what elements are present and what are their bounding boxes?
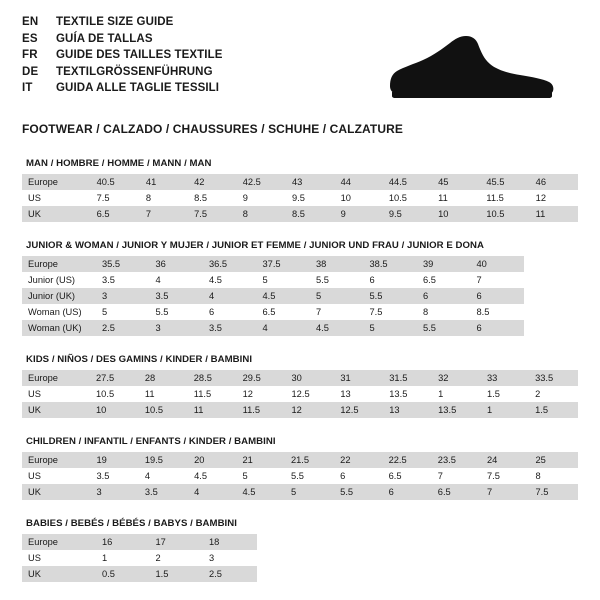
language-code: EN	[22, 16, 39, 28]
size-cell: 9	[237, 190, 286, 206]
size-table-group-man	[22, 158, 578, 222]
size-cell: 8	[140, 190, 188, 206]
size-cell: 36.5	[203, 256, 257, 272]
size-cell: 36	[150, 256, 204, 272]
row-label: Europe	[22, 174, 91, 190]
size-table-title: BABIES / BEBÉS / BÉBÉS / BABYS / BAMBINI	[26, 518, 237, 529]
size-cell: 39	[417, 256, 471, 272]
language-code: DE	[22, 65, 39, 78]
size-cell: 28	[139, 370, 188, 386]
row-label: UK	[22, 402, 90, 418]
size-cell: 3	[203, 550, 257, 566]
size-cell: 38.5	[364, 256, 418, 272]
row-label: UK	[22, 566, 96, 582]
row-label: Europe	[22, 256, 96, 272]
language-title: GUÍA DE TALLAS	[56, 32, 153, 45]
size-cell: 2.5	[96, 320, 150, 336]
size-cell: 7.5	[364, 304, 418, 320]
size-cell: 10	[432, 206, 480, 222]
row-label: US	[22, 468, 90, 484]
size-cell: 6.5	[432, 484, 481, 500]
size-cell: 2	[529, 386, 578, 402]
size-cell: 28.5	[188, 370, 237, 386]
footwear-section-title: FOOTWEAR / CALZADO / CHAUSSURES / SCHUHE / CALZATURE	[22, 122, 403, 136]
size-cell: 4	[203, 288, 257, 304]
size-cell: 1	[481, 402, 529, 418]
size-cell: 5.5	[150, 304, 204, 320]
size-cell: 5	[257, 272, 311, 288]
size-cell: 11.5	[188, 386, 237, 402]
size-cell: 10	[335, 190, 383, 206]
size-cell: 21	[237, 452, 285, 468]
size-cell: 5	[285, 484, 334, 500]
language-code: IT	[22, 82, 33, 94]
size-cell: 10.5	[383, 190, 432, 206]
size-cell: 13.5	[432, 402, 481, 418]
size-table	[22, 256, 524, 336]
size-cell: 6	[203, 304, 257, 320]
size-cell: 9	[335, 206, 383, 222]
size-cell: 9.5	[286, 190, 335, 206]
row-label: Junior (US)	[22, 272, 96, 288]
size-table-group-kids	[22, 354, 578, 418]
size-cell: 5.5	[285, 468, 334, 484]
size-cell: 7	[432, 468, 481, 484]
size-cell: 4.5	[203, 272, 257, 288]
size-cell: 5.5	[334, 484, 382, 500]
size-table-title: CHILDREN / INFANTIL / ENFANTS / KINDER / BAMBINI	[26, 436, 276, 447]
table-row	[22, 566, 257, 582]
size-cell: 8.5	[471, 304, 525, 320]
size-cell: 11	[139, 386, 188, 402]
size-cell: 3	[96, 288, 150, 304]
language-row	[22, 31, 223, 48]
size-cell: 4	[188, 484, 236, 500]
size-cell: 1	[96, 550, 150, 566]
size-cell: 17	[150, 534, 204, 550]
size-cell: 12.5	[334, 402, 383, 418]
row-label: Europe	[22, 452, 90, 468]
size-table	[22, 174, 578, 222]
size-cell: 7	[310, 304, 364, 320]
size-cell: 16	[96, 534, 150, 550]
language-code: FR	[22, 49, 38, 61]
size-cell: 40.5	[91, 174, 140, 190]
size-cell: 42.5	[237, 174, 286, 190]
table-row	[22, 174, 578, 190]
size-cell: 24	[481, 452, 529, 468]
size-cell: 6	[417, 288, 471, 304]
size-cell: 0.5	[96, 566, 150, 582]
size-cell: 31.5	[383, 370, 432, 386]
size-cell: 6	[471, 320, 525, 336]
size-cell: 7.5	[188, 206, 237, 222]
row-label: US	[22, 190, 91, 206]
size-cell: 42	[188, 174, 237, 190]
size-cell: 33.5	[529, 370, 578, 386]
table-row	[22, 452, 578, 468]
size-cell: 11.5	[237, 402, 286, 418]
size-cell: 32	[432, 370, 481, 386]
table-row	[22, 190, 578, 206]
size-cell: 7	[471, 272, 525, 288]
size-cell: 10.5	[139, 402, 188, 418]
size-cell: 31	[334, 370, 383, 386]
size-cell: 11	[432, 190, 480, 206]
row-label: Woman (UK)	[22, 320, 96, 336]
size-cell: 20	[188, 452, 236, 468]
row-label: UK	[22, 206, 91, 222]
size-table-group-junior-woman	[22, 240, 578, 336]
size-cell: 11.5	[480, 190, 529, 206]
size-cell: 43	[286, 174, 335, 190]
size-cell: 2	[150, 550, 204, 566]
size-cell: 18	[203, 534, 257, 550]
size-cell: 5	[310, 288, 364, 304]
size-cell: 41	[140, 174, 188, 190]
size-cell: 19.5	[139, 452, 188, 468]
size-table	[22, 370, 578, 418]
size-cell: 1.5	[529, 402, 578, 418]
size-cell: 6.5	[383, 468, 432, 484]
size-cell: 1.5	[150, 566, 204, 582]
size-cell: 12	[286, 402, 335, 418]
size-cell: 2.5	[203, 566, 257, 582]
size-cell: 30	[286, 370, 335, 386]
size-cell: 7.5	[91, 190, 140, 206]
language-row	[22, 80, 223, 97]
size-cell: 4.5	[310, 320, 364, 336]
language-title: GUIDE DES TAILLES TEXTILE	[56, 49, 223, 61]
size-cell: 12	[530, 190, 578, 206]
size-cell: 9.5	[383, 206, 432, 222]
size-table-title: MAN / HOMBRE / HOMME / MANN / MAN	[26, 158, 212, 169]
row-label: US	[22, 386, 90, 402]
size-cell: 19	[90, 452, 138, 468]
language-title: GUIDA ALLE TAGLIE TESSILI	[56, 82, 220, 94]
table-row	[22, 370, 578, 386]
row-label: Junior (UK)	[22, 288, 96, 304]
dress-shoe-icon	[380, 30, 560, 105]
row-label: Woman (US)	[22, 304, 96, 320]
size-cell: 6.5	[417, 272, 471, 288]
size-cell: 25	[529, 452, 578, 468]
table-row	[22, 386, 578, 402]
size-cell: 10	[90, 402, 139, 418]
size-cell: 40	[471, 256, 525, 272]
size-cell: 4	[139, 468, 188, 484]
row-label: US	[22, 550, 96, 566]
size-cell: 4.5	[257, 288, 311, 304]
size-cell: 1.5	[481, 386, 529, 402]
size-cell: 8.5	[286, 206, 335, 222]
size-cell: 21.5	[285, 452, 334, 468]
size-cell: 7	[140, 206, 188, 222]
size-cell: 23.5	[432, 452, 481, 468]
table-row	[22, 288, 524, 304]
size-cell: 10.5	[480, 206, 529, 222]
table-row	[22, 206, 578, 222]
table-row	[22, 304, 524, 320]
table-row	[22, 402, 578, 418]
size-cell: 37.5	[257, 256, 311, 272]
size-cell: 5	[364, 320, 418, 336]
size-cell: 22	[334, 452, 382, 468]
language-title: TEXTILGRÖSSENFÜHRUNG	[56, 65, 213, 78]
size-cell: 6.5	[91, 206, 140, 222]
size-cell: 22.5	[383, 452, 432, 468]
size-cell: 3.5	[203, 320, 257, 336]
size-cell: 5.5	[364, 288, 418, 304]
size-cell: 8	[529, 468, 578, 484]
size-cell: 5	[96, 304, 150, 320]
language-row	[22, 14, 223, 31]
language-row	[22, 47, 223, 64]
size-cell: 11	[188, 402, 237, 418]
size-table-group-babies	[22, 518, 578, 582]
size-cell: 6	[383, 484, 432, 500]
size-cell: 5.5	[417, 320, 471, 336]
size-cell: 10.5	[90, 386, 139, 402]
size-cell: 3.5	[150, 288, 204, 304]
size-cell: 4	[257, 320, 311, 336]
size-cell: 3.5	[90, 468, 138, 484]
size-cell: 7.5	[481, 468, 529, 484]
size-cell: 13	[383, 402, 432, 418]
size-cell: 33	[481, 370, 529, 386]
size-cell: 45.5	[480, 174, 529, 190]
table-row	[22, 534, 257, 550]
size-table	[22, 534, 257, 582]
size-cell: 6	[364, 272, 418, 288]
row-label: UK	[22, 484, 90, 500]
table-row	[22, 320, 524, 336]
size-cell: 4	[150, 272, 204, 288]
size-cell: 3.5	[96, 272, 150, 288]
language-code: ES	[22, 32, 38, 45]
row-label: Europe	[22, 534, 96, 550]
size-cell: 3.5	[139, 484, 188, 500]
size-cell: 35.5	[96, 256, 150, 272]
language-title: TEXTILE SIZE GUIDE	[56, 16, 174, 28]
size-cell: 3	[90, 484, 138, 500]
page-header	[22, 14, 578, 105]
size-cell: 6	[471, 288, 525, 304]
size-tables-container	[22, 158, 578, 582]
language-title-list	[22, 14, 223, 97]
size-cell: 44.5	[383, 174, 432, 190]
size-cell: 4.5	[237, 484, 285, 500]
size-cell: 7	[481, 484, 529, 500]
size-cell: 4.5	[188, 468, 236, 484]
size-cell: 6.5	[257, 304, 311, 320]
size-cell: 12	[237, 386, 286, 402]
size-cell: 13.5	[383, 386, 432, 402]
size-cell: 11	[530, 206, 578, 222]
size-cell: 1	[432, 386, 481, 402]
table-row	[22, 484, 578, 500]
size-cell: 5	[237, 468, 285, 484]
table-row	[22, 468, 578, 484]
table-row	[22, 550, 257, 566]
size-cell: 8	[237, 206, 286, 222]
size-cell: 7.5	[529, 484, 578, 500]
size-cell: 8.5	[188, 190, 237, 206]
language-row	[22, 64, 223, 81]
table-row	[22, 256, 524, 272]
row-label: Europe	[22, 370, 90, 386]
size-cell: 5.5	[310, 272, 364, 288]
size-cell: 13	[334, 386, 383, 402]
size-table-group-children	[22, 436, 578, 500]
size-cell: 12.5	[286, 386, 335, 402]
size-cell: 29.5	[237, 370, 286, 386]
size-cell: 6	[334, 468, 382, 484]
size-cell: 27.5	[90, 370, 139, 386]
size-table-title: JUNIOR & WOMAN / JUNIOR Y MUJER / JUNIOR ET FEMME / JUNIOR UND FRAU / JUNIOR E DONA	[26, 240, 484, 251]
size-cell: 45	[432, 174, 480, 190]
size-cell: 3	[150, 320, 204, 336]
size-table-title: KIDS / NIÑOS / DES GAMINS / KINDER / BAMBINI	[26, 354, 253, 365]
size-cell: 38	[310, 256, 364, 272]
table-row	[22, 272, 524, 288]
size-cell: 44	[335, 174, 383, 190]
size-cell: 46	[530, 174, 578, 190]
size-table	[22, 452, 578, 500]
size-cell: 8	[417, 304, 471, 320]
